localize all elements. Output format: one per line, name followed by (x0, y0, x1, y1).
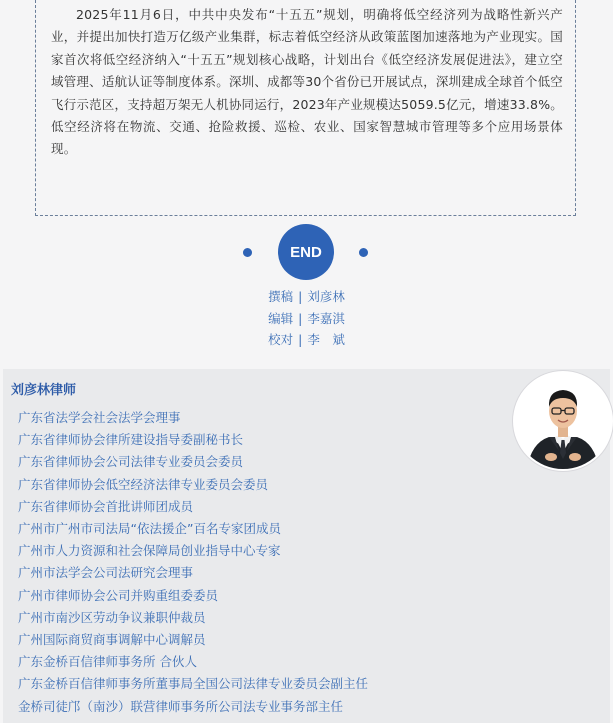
title-item: 广州市广州市司法局“依法援企”百名专家团成员 (18, 521, 281, 537)
title-item: 广东金桥百信律师事务所董事局全国公司法律专业委员会副主任 (18, 676, 369, 692)
title-item: 广州市南沙区劳动争议兼职仲裁员 (18, 609, 206, 625)
title-item: 广州市法学会公司法研究会理事 (18, 565, 194, 581)
lawyer-titles (18, 407, 368, 718)
article-paragraph: 2025年11月6日，中共中央发布“十五五”规划，明确将低空经济列为战略性新兴产业，并提出加快打造万亿级产业集群，标志着低空经济从政策蓝图加速落地为产业现实。国家首次将低空经济纳入“十五五”规划核心战略，计划出台《低空经济发展促进法》，建立空域管理、适航认证等制度体系。深圳、成都等30个省份已开展试点，深圳建成全球首个低空飞行示范区，支持超万架无人机协同运行，2023年产业规模达5059.5亿元，增速33.8%。低空经济将在物流、交通、抢险救援、巡检、农业、国家智慧城市管理等多个应用场景体现。 (51, 7, 563, 157)
end-divider (0, 224, 613, 282)
lawyer-avatar (513, 371, 613, 471)
credit-role: 编辑 (268, 310, 294, 326)
credit-separator: | (298, 289, 303, 304)
title-item: 广州国际商贸商事调解中心调解员 (18, 632, 206, 648)
credit-role: 校对 (268, 332, 294, 347)
credit-proofreader (0, 329, 613, 351)
title-item: 广东省律师协会公司法律专业委员会委员 (18, 454, 244, 470)
title-item: 金桥司徒邝（南沙）联营律师事务所公司法专业事务部主任 (18, 698, 344, 714)
credit-person: 李嘉淇 (307, 310, 345, 326)
title-item: 广东省法学会社会法学会理事 (18, 410, 181, 425)
credits (0, 286, 613, 351)
right-dot-icon (359, 248, 368, 257)
credit-editor (0, 308, 613, 330)
title-item: 广东省律师协会首批讲师团成员 (18, 498, 194, 514)
lawyer-portrait-icon (515, 373, 611, 469)
lawyer-name: 刘彦林律师 (11, 383, 77, 398)
credit-person: 刘彦林 (307, 289, 345, 304)
article-box (35, 0, 576, 216)
title-item: 广东省律师协会低空经济法律专业委员会委员 (18, 476, 269, 492)
credit-person: 李 斌 (307, 332, 345, 347)
left-dot-icon (243, 248, 252, 257)
credit-separator: | (298, 332, 303, 347)
credit-writer (0, 286, 613, 308)
end-label: END (290, 243, 322, 261)
title-item: 广州市律师协会公司并购重组委委员 (18, 587, 219, 603)
end-badge (278, 224, 334, 280)
title-item: 广州市人力资源和社会保障局创业指导中心专家 (18, 543, 281, 559)
credit-separator: | (298, 310, 303, 326)
title-item: 广东金桥百信律师事务所 合伙人 (18, 654, 197, 670)
credit-role: 撰稿 (268, 289, 294, 304)
lawyer-profile (3, 369, 610, 723)
title-item: 广东省律师协会律所建设指导委副秘书长 (18, 432, 244, 448)
